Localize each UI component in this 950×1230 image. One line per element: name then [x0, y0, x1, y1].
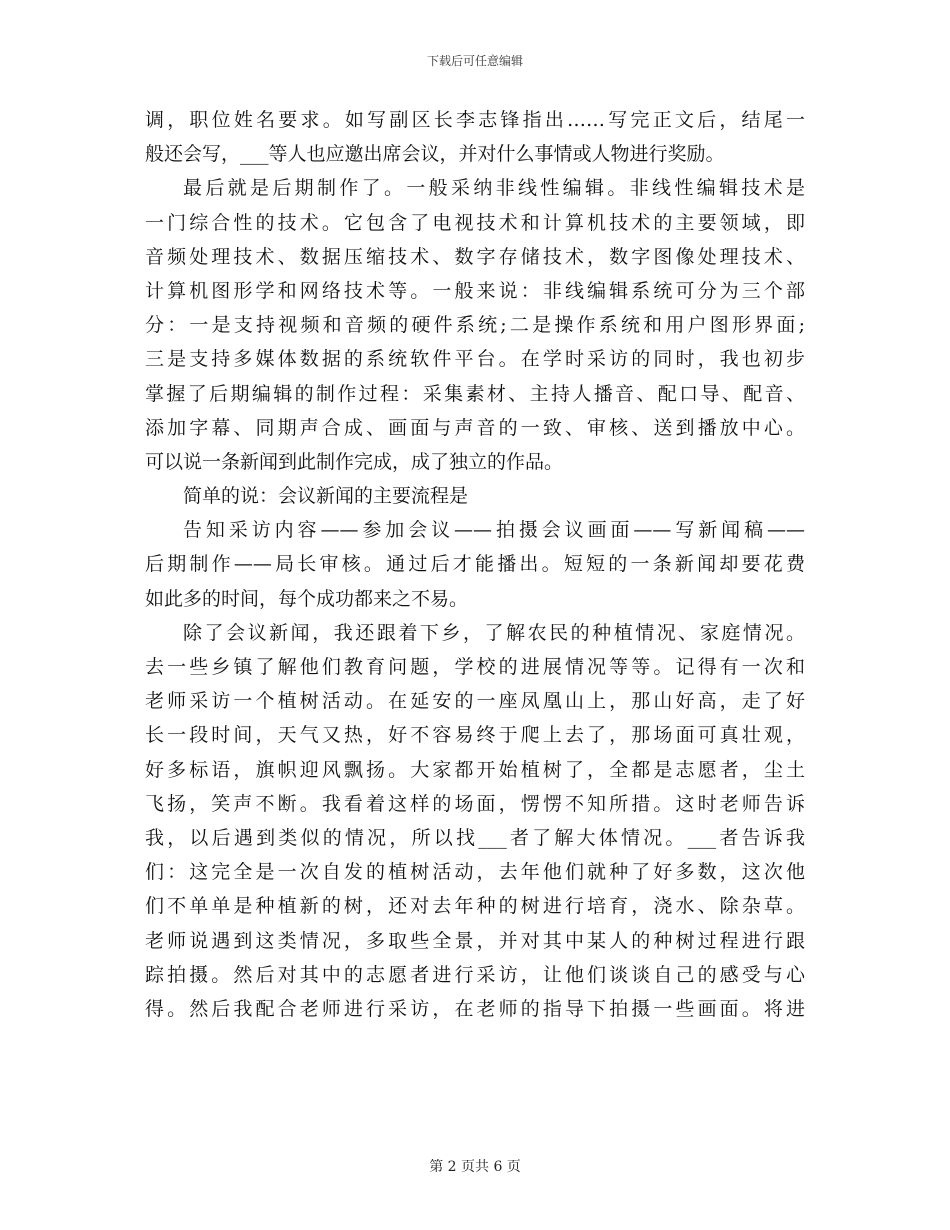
text-line: 后期制作——局长审核。通过后才能播出。短短的一条新闻却要花费 — [145, 553, 805, 576]
text-line: 三是支持多媒体数据的系统软件平台。在学时采访的同时，我也初步 — [145, 348, 805, 371]
page-number-footer: 第 2 页共 6 页 — [429, 1159, 521, 1175]
text-line: 得。然后我配合老师进行采访，在老师的指导下拍摄一些画面。将进 — [145, 997, 805, 1020]
text-line: 最后就是后期制作了。一般采纳非线性编辑。非线性编辑技术是 — [183, 177, 805, 200]
document-body — [145, 103, 805, 1026]
text-line: 好多标语，旗帜迎风飘扬。大家都开始植树了，全都是志愿者，尘土 — [145, 758, 805, 781]
text-line: 可以说一条新闻到此制作完成，成了独立的作品。 — [145, 450, 564, 473]
text-line: 添加字幕、同期声合成、画面与声音的一致、审核、送到播放中心。 — [145, 416, 805, 439]
text-line: 分：一是支持视频和音频的硬件系统;二是操作系统和用户图形界面; — [145, 314, 805, 337]
text-line: 计算机图形学和网络技术等。一般来说：非线编辑系统可分为三个部 — [145, 279, 805, 302]
text-line: 长一段时间，天气又热，好不容易终于爬上去了，那场面可真壮观， — [145, 724, 805, 747]
text-line: 老师采访一个植树活动。在延安的一座凤凰山上，那山好高，走了好 — [145, 690, 805, 713]
text-line: 们不单单是种植新的树，还对去年种的树进行培育，浇水、除杂草。 — [145, 895, 805, 918]
text-line: 一门综合性的技术。它包含了电视技术和计算机技术的主要领域，即 — [145, 211, 805, 234]
text-line: 去一些乡镇了解他们教育问题，学校的进展情况等等。记得有一次和 — [145, 656, 805, 678]
text-line: 音频处理技术、数据压缩技术、数字存储技术，数字图像处理技术、 — [145, 245, 805, 268]
text-line: 们：这完全是一次自发的植树活动，去年他们就种了好多数，这次他 — [145, 861, 805, 884]
text-line: 简单的说：会议新闻的主要流程是 — [183, 485, 469, 508]
text-line: 掌握了后期编辑的制作过程：采集素材、主持人播音、配口导、配音、 — [145, 382, 805, 405]
text-line: 调，职位姓名要求。如写副区长李志锋指出……写完正文后，结尾一 — [145, 109, 805, 131]
text-line: 告知采访内容——参加会议——拍摄会议画面——写新闻稿—— — [183, 519, 805, 542]
text-line: 老师说遇到这类情况，多取些全景，并对其中某人的种树过程进行跟 — [145, 929, 805, 952]
text-line: 除了会议新闻，我还跟着下乡，了解农民的种植情况、家庭情况。 — [183, 621, 805, 644]
text-line: 如此多的时间，每个成功都来之不易。 — [145, 587, 469, 610]
text-line: 踪拍摄。然后对其中的志愿者进行采访，让他们谈谈自己的感受与心 — [145, 963, 805, 986]
text-line: 般还会写，___等人也应邀出席会议，并对什么事情或人物进行奖励。 — [145, 143, 725, 166]
text-line: 飞扬，笑声不断。我看着这样的场面，愣愣不知所措。这时老师告诉 — [145, 792, 805, 815]
text-line: 我，以后遇到类似的情况，所以找___者了解大体情况。___者告诉我 — [145, 826, 805, 849]
page-header-note: 下载后可任意编辑 — [426, 54, 523, 68]
